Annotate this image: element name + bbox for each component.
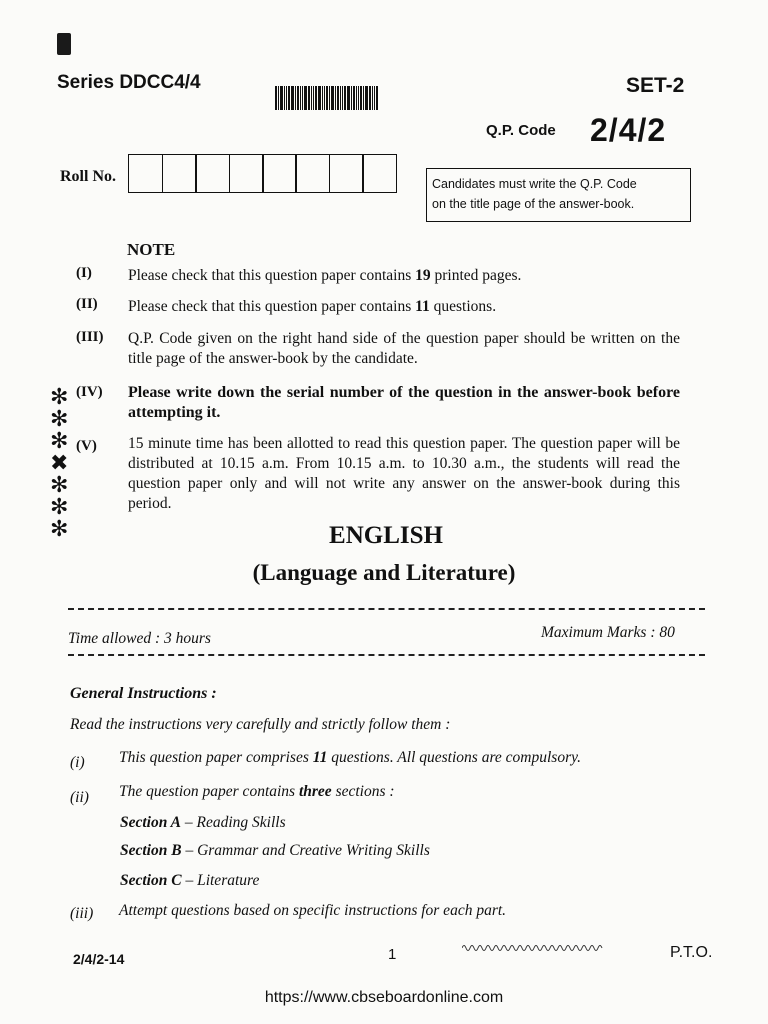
barcode-bar: [374, 86, 375, 110]
maximum-marks: Maximum Marks : 80: [541, 624, 675, 641]
section-b-desc: – Grammar and Creative Writing Skills: [181, 842, 430, 859]
asterisk-decoration: [50, 386, 68, 540]
barcode-bar: [324, 86, 325, 110]
section-b-name: Section B: [120, 842, 182, 859]
instruction-i-a: This question paper comprises: [119, 749, 313, 766]
note-text-1-b: printed pages.: [430, 267, 522, 284]
barcode-bar: [326, 86, 328, 110]
asterisk-icon: ✻: [50, 406, 69, 431]
barcode-bar: [372, 86, 373, 110]
subject-subtitle: (Language and Literature): [252, 560, 516, 585]
instruction-num-i: (i): [70, 754, 85, 771]
instruction-num-ii: (ii): [70, 789, 89, 806]
subject-title: ENGLISH: [329, 522, 443, 549]
roll-no-box[interactable]: [229, 154, 264, 193]
set-label: SET-2: [626, 74, 685, 97]
divider-top: [68, 608, 705, 610]
barcode-bar: [315, 86, 317, 110]
barcode-bar: [300, 86, 301, 110]
asterisk-icon: ✻: [50, 472, 69, 497]
roll-no-box[interactable]: [128, 154, 163, 193]
roll-no-box[interactable]: [362, 154, 397, 193]
barcode-bar: [288, 86, 290, 110]
barcode-bar: [340, 86, 341, 110]
divider-bottom: [68, 654, 705, 656]
barcode-bar: [376, 86, 378, 110]
qp-code-label: Q.P. Code: [486, 122, 556, 139]
barcode-bar: [318, 86, 321, 110]
roll-no-box[interactable]: [195, 154, 230, 193]
barcode-bar: [369, 86, 371, 110]
asterisk-icon: ✻: [50, 494, 69, 519]
section-c-name: Section C: [120, 872, 182, 889]
barcode-bar: [280, 86, 283, 110]
barcode-bar: [278, 86, 279, 110]
note-title: NOTE: [127, 240, 176, 259]
barcode-bar: [302, 86, 303, 110]
barcode-bar: [353, 86, 355, 110]
page-number: 1: [388, 946, 397, 963]
note-num-4: (IV): [76, 384, 103, 400]
barcode-bar: [342, 86, 343, 110]
instructions-intro: Read the instructions very carefully and strictly follow them :: [70, 716, 451, 733]
section-c-line: [120, 872, 259, 890]
instruction-i: [119, 749, 581, 767]
instruction-ii: [119, 783, 395, 801]
note-text-5: 15 minute time has been allotted to read this question paper. The question paper will be distributed at 10.15 a.m. From 10.15 a.m. to 10.30 a.m., the students will read the question paper only and will not write any answer on the answer-book during this period.: [128, 435, 680, 512]
barcode-bar: [347, 86, 350, 110]
series-label: Series DDCC4/4: [57, 72, 201, 93]
squiggle-decoration: [462, 941, 604, 955]
barcode-bar: [358, 86, 359, 110]
barcode-bar: [313, 86, 314, 110]
roll-no-boxes: [130, 154, 397, 193]
asterisk-icon: ✻: [50, 384, 69, 409]
note-text-2: [128, 297, 680, 317]
note-text-2-b: questions.: [429, 298, 497, 315]
barcode-bar: [356, 86, 357, 110]
barcode-bar: [322, 86, 323, 110]
general-instructions-title: General Instructions :: [70, 685, 217, 702]
barcode-bar: [351, 86, 352, 110]
note-num-5: (V): [76, 438, 97, 454]
instruction-i-b: questions. All questions are compulsory.: [327, 749, 581, 766]
barcode-bar: [329, 86, 330, 110]
note-text-4: Please write down the serial number of the question in the answer-book before attempting it.: [128, 384, 680, 421]
barcode-bar: [363, 86, 364, 110]
barcode-bar: [344, 86, 346, 110]
barcode-bar: [360, 86, 362, 110]
section-a-line: [120, 814, 286, 832]
barcode-bar: [311, 86, 312, 110]
candidates-note-line-1: Candidates must write the Q.P. Code: [432, 177, 637, 191]
time-allowed: Time allowed : 3 hours: [68, 630, 211, 647]
qp-code: 2/4/2: [590, 112, 667, 148]
website-url[interactable]: https://www.cbseboardonline.com: [264, 989, 504, 1006]
barcode-bar: [304, 86, 307, 110]
section-b-line: [120, 842, 430, 860]
barcode: [275, 86, 387, 110]
instruction-ii-a: The question paper contains: [119, 783, 299, 800]
instruction-num-iii: (iii): [70, 905, 94, 922]
note-num-3: (III): [76, 329, 104, 345]
barcode-bar: [284, 86, 285, 110]
barcode-bar: [286, 86, 287, 110]
instruction-ii-three: three: [298, 783, 332, 800]
barcode-bar: [335, 86, 336, 110]
barcode-bar: [308, 86, 310, 110]
barcode-bar: [291, 86, 294, 110]
note-num-1: (I): [76, 265, 92, 281]
barcode-bar: [295, 86, 296, 110]
asterisk-icon: ✻: [50, 428, 69, 453]
candidates-note-box: [426, 168, 691, 222]
section-a-name: Section A: [120, 814, 182, 831]
note-text-1: [128, 266, 680, 286]
note-question-count: 11: [415, 298, 430, 315]
candidates-note-line-2: on the title page of the answer-book.: [432, 197, 635, 211]
note-text-3: Q.P. Code given on the right hand side of the question paper should be written on the title page of the answer-book by the candidate.: [128, 330, 680, 367]
roll-no-box[interactable]: [162, 154, 197, 193]
section-a-desc: – Reading Skills: [181, 814, 286, 831]
board-logo: [57, 33, 71, 55]
instruction-iii: Attempt questions based on specific instructions for each part.: [119, 902, 507, 919]
roll-no-box[interactable]: [329, 154, 364, 193]
asterisk-icon: ✖: [50, 450, 69, 475]
instruction-ii-b: sections :: [331, 783, 395, 800]
footer-paper-code: 2/4/2-14: [73, 951, 125, 967]
barcode-bar: [337, 86, 339, 110]
roll-no-box[interactable]: [295, 154, 330, 193]
barcode-bar: [331, 86, 334, 110]
asterisk-icon: ✻: [50, 516, 69, 541]
barcode-bar: [365, 86, 368, 110]
note-page-count: 19: [415, 267, 431, 284]
barcode-bar: [275, 86, 277, 110]
barcode-bar: [297, 86, 299, 110]
instruction-i-count: 11: [312, 749, 328, 766]
pto-label: P.T.O.: [670, 944, 713, 961]
roll-no-label: Roll No.: [60, 168, 116, 185]
note-text-2-a: Please check that this question paper contains: [128, 298, 416, 315]
note-text-1-a: Please check that this question paper contains: [128, 267, 416, 284]
roll-no-box[interactable]: [262, 154, 297, 193]
section-c-desc: – Literature: [181, 872, 260, 889]
note-num-2: (II): [76, 296, 98, 312]
